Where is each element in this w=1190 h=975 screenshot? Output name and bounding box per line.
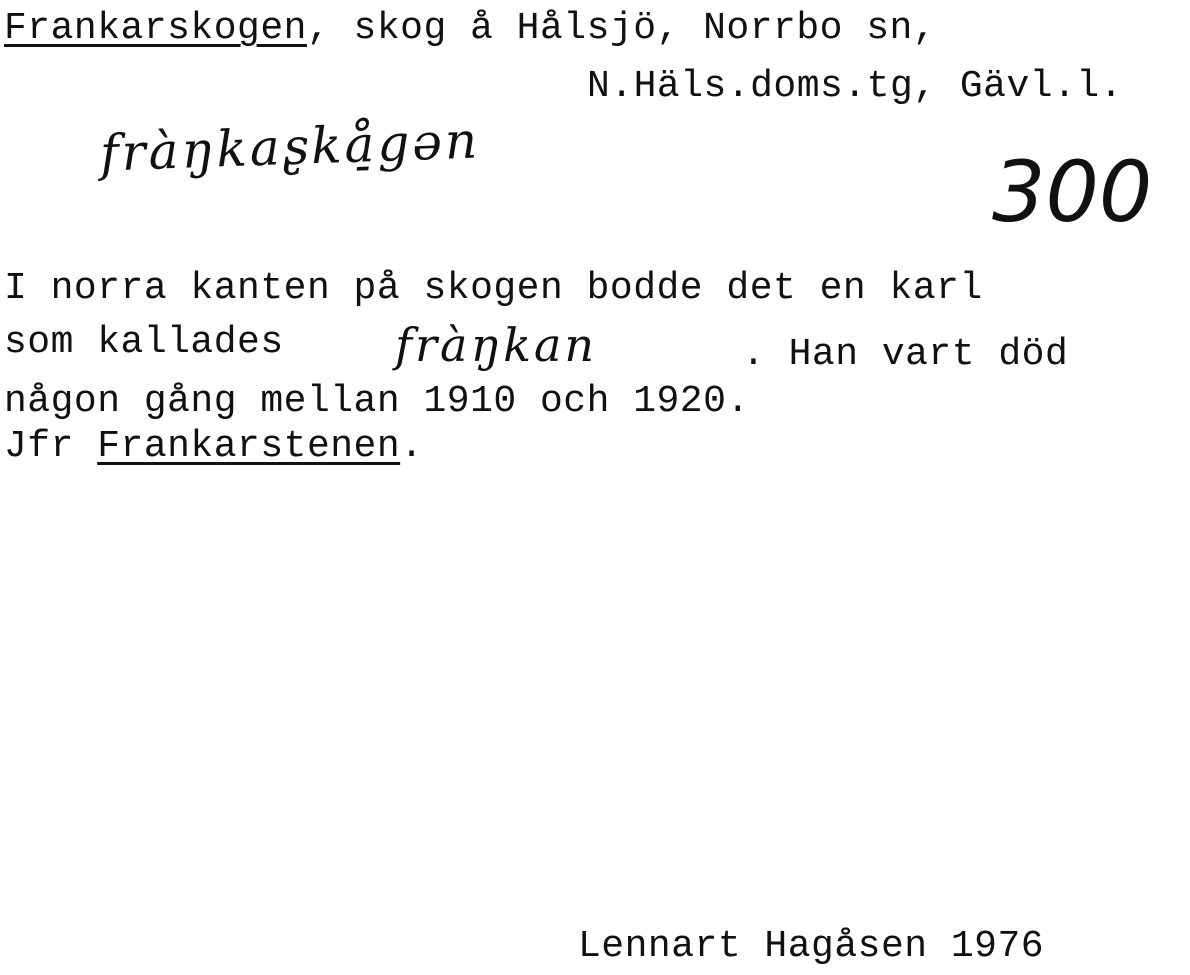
jfr-prefix: Jfr [4, 425, 98, 468]
jfr-reference: Frankarstenen [97, 425, 401, 468]
body-line-3: någon gång mellan 1910 och 1920. [4, 380, 750, 423]
header-line-2: N.Häls.doms.tg, Gävl.l. [587, 65, 1123, 108]
header-line-1 [4, 7, 937, 50]
body-line-1: I norra kanten på skogen bodde det en karl [4, 267, 983, 310]
handwritten-nickname: fràŋkan [395, 318, 597, 372]
body-line-2-start: som kallades [4, 321, 284, 364]
signature: Lennart Hagåsen 1976 [578, 925, 1045, 968]
jfr-line [4, 425, 424, 468]
card-number: 300 [992, 143, 1153, 241]
header-location: , skog å Hålsjö, Norrbo sn, [306, 7, 937, 50]
handwritten-pronunciation: fràŋkaʂkå̠gən [99, 111, 481, 183]
headword: Frankarskogen [4, 7, 307, 50]
body-line-2-end: . Han vart död [742, 333, 1069, 376]
jfr-suffix: . [400, 425, 424, 468]
